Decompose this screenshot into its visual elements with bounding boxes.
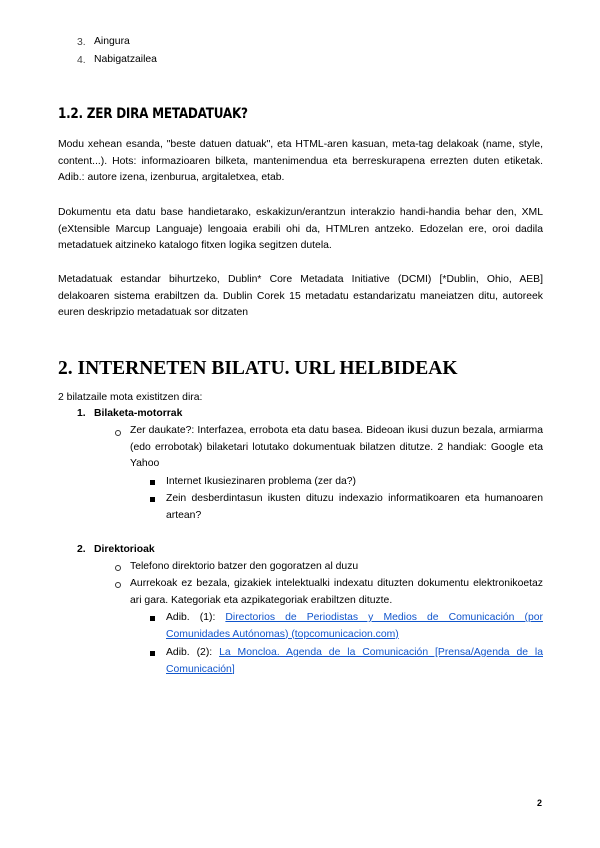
- list-item-title: Direktorioak: [94, 544, 155, 555]
- list-item: Nabigatzailea: [94, 54, 157, 65]
- page-number: 2: [537, 798, 543, 808]
- sub-list-item: Aurrekoak ez bezala, gizakiek intelektualki indexatu dituzten dokumentu elektronikoetaz ari gara. Kategoriak eta azpikategoriak erabiltzen dituzte.: [130, 578, 543, 606]
- square-bullet-icon: [150, 480, 155, 485]
- paragraph: Modu xehean esanda, "beste datuen datuak", eta HTML-aren kasuan, meta-tag delakoak (name, style, content...). Hots: informazioaren bilketa, mantenimendua eta berreskurapena errezten duten etiketak. Adib.: autore izena, izenburua, argitaletxea, etab.: [58, 139, 543, 183]
- paragraph: Metadatuak estandar bihurtzeko, Dublin* Core Metadata Initiative (DCMI) [*Dublin, Ohio, AEB] delakoaren sistema erabiltzen da. Dublin Corek 15 metadatu estandarizatu maneiatzen ditu, autoreek euren deskripzio metadatuak sor ditzaten: [58, 274, 543, 318]
- circle-bullet-icon: [115, 565, 121, 571]
- sub-sub-list-item: Zein desberdintasun ikusten dituzu indexazio informatikoaren eta humanoaren artean?: [166, 493, 543, 521]
- paragraph: Dokumentu eta datu base handietarako, eskakizun/erantzun interakzio handi-handia behar den, XML (eXtensible Marcup Languaje) lengoaia erabili ohi da, HTMLren antzeko. Edozelan ere, oroi dadila metadatuek aitzineko katalogo fitxen logika segitzen dutela.: [58, 207, 543, 251]
- example-label: Adib. (2):: [166, 647, 220, 658]
- sub-list-item: Telefono direktorio batzer den gogoratzen al duzu: [130, 561, 359, 572]
- moncloa-link[interactable]: La Moncloa. Agenda de la Comunicación [Prensa/Agenda de la Comunicación]: [166, 647, 543, 675]
- section-heading-interneten-bilatu: 2. INTERNETEN BILATU. URL HELBIDEAK: [58, 358, 458, 379]
- circle-bullet-icon: [115, 430, 121, 436]
- example-item: [166, 610, 543, 643]
- circle-bullet-icon: [115, 582, 121, 588]
- sub-sub-list-item: Internet Ikusiezinaren problema (zer da?): [166, 476, 357, 487]
- square-bullet-icon: [150, 651, 155, 656]
- section-intro: 2 bilatzaile mota existitzen dira:: [58, 392, 203, 403]
- square-bullet-icon: [150, 616, 155, 621]
- directorios-link[interactable]: Directorios de Periodistas y Medios de Comunicación (por Comunidades Autónomas) (topcomunicacion.com): [166, 612, 543, 640]
- list-number: 3.: [77, 37, 86, 48]
- example-item: [166, 645, 543, 678]
- list-number: 2.: [77, 544, 86, 555]
- section-heading-metadatuak: 1.2. ZER DIRA METADATUAK?: [58, 106, 248, 122]
- list-item: Aingura: [94, 36, 130, 47]
- list-number: 4.: [77, 55, 86, 66]
- list-number: 1.: [77, 408, 86, 419]
- list-item-title: Bilaketa-motorrak: [94, 408, 183, 419]
- square-bullet-icon: [150, 497, 155, 502]
- sub-list-item: Zer daukate?: Interfazea, errobota eta datu basea. Bideoan ikusi duzun bezala, armiarma (edo errobotak) bilaketari lotutako dokumentuak bilatzen ditutze. 2 handiak: Google eta Yahoo: [130, 425, 543, 469]
- example-label: Adib. (1):: [166, 612, 226, 623]
